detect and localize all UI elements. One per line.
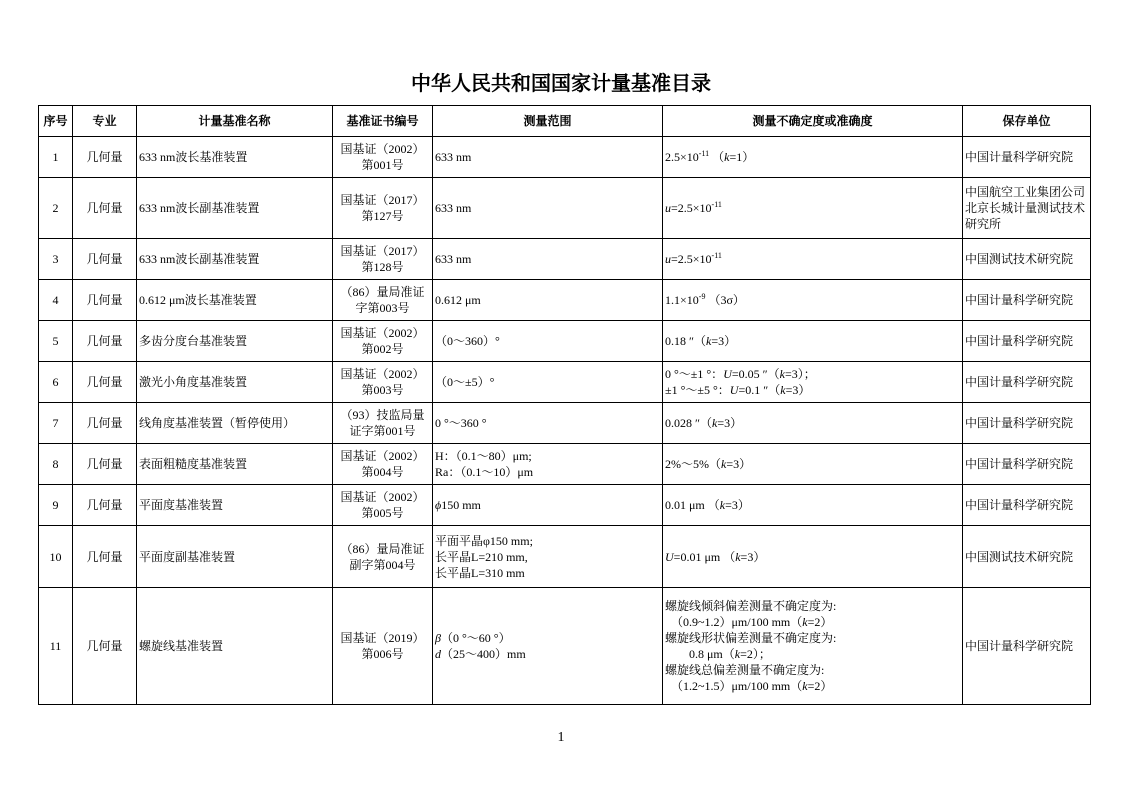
row-uncertainty: U=0.01 μm （k=3） bbox=[663, 526, 963, 588]
row-number: 5 bbox=[39, 321, 73, 362]
row-uncertainty: 2%～5%（k=3） bbox=[663, 444, 963, 485]
row-field: 几何量 bbox=[73, 485, 137, 526]
row-range: H：（0.1～80）μm; Ra：（0.1～10）μm bbox=[433, 444, 663, 485]
row-range: β（0 °～60 °） d（25～400）mm bbox=[433, 588, 663, 705]
row-uncertainty: $u=2.5\times 10^{-11}$ bbox=[663, 239, 963, 280]
row-organization: 中国计量科学研究院 bbox=[963, 444, 1091, 485]
table-row bbox=[39, 588, 1091, 705]
row-uncertainty: 螺旋线倾斜偏差测量不确定度为: （0.9~1.2）μm/100 mm（k=2） 螺旋线形状偏差测量不确定度为: 0.8 μm（k=2）； 螺旋线总偏差测量不确定度为: （1.2~1.5）μm/100 mm（k=2） bbox=[663, 588, 963, 705]
row-certificate: 国基证（2002） 第005号 bbox=[333, 485, 433, 526]
header-name: 计量基准名称 bbox=[137, 106, 333, 137]
header-field: 专业 bbox=[73, 106, 137, 137]
row-range: 平面平晶φ150 mm; 长平晶L=210 mm, 长平晶L=310 mm bbox=[433, 526, 663, 588]
row-number: 10 bbox=[39, 526, 73, 588]
row-uncertainty: $2.5\times 10^{-11}$ （k=1） bbox=[663, 137, 963, 178]
table-row bbox=[39, 280, 1091, 321]
row-certificate: 国基证（2002） 第001号 bbox=[333, 137, 433, 178]
row-range: ϕ150 mm bbox=[433, 485, 663, 526]
standards-table bbox=[38, 105, 1091, 705]
header-org: 保存单位 bbox=[963, 106, 1091, 137]
row-field: 几何量 bbox=[73, 403, 137, 444]
row-organization: 中国计量科学研究院 bbox=[963, 280, 1091, 321]
table-row bbox=[39, 444, 1091, 485]
header-no: 序号 bbox=[39, 106, 73, 137]
row-standard-name: 激光小角度基准装置 bbox=[137, 362, 333, 403]
table-row bbox=[39, 321, 1091, 362]
row-field: 几何量 bbox=[73, 362, 137, 403]
row-standard-name: 螺旋线基准装置 bbox=[137, 588, 333, 705]
header-cert: 基准证书编号 bbox=[333, 106, 433, 137]
row-certificate: 国基证（2019） 第006号 bbox=[333, 588, 433, 705]
row-field: 几何量 bbox=[73, 444, 137, 485]
row-standard-name: 多齿分度台基准装置 bbox=[137, 321, 333, 362]
header-range: 测量范围 bbox=[433, 106, 663, 137]
row-range: 633 nm bbox=[433, 137, 663, 178]
row-uncertainty: 0.18 ″（k=3） bbox=[663, 321, 963, 362]
page-number: 1 bbox=[557, 730, 565, 745]
row-range: （0～±5）° bbox=[433, 362, 663, 403]
row-organization: 中国计量科学研究院 bbox=[963, 137, 1091, 178]
row-field: 几何量 bbox=[73, 321, 137, 362]
row-certificate: （93）技监局量 证字第001号 bbox=[333, 403, 433, 444]
row-certificate: 国基证（2017） 第127号 bbox=[333, 178, 433, 239]
table-row bbox=[39, 137, 1091, 178]
row-number: 2 bbox=[39, 178, 73, 239]
row-uncertainty: 0 °～±1 °：U=0.05 ″（k=3）； ±1 °～±5 °：U=0.1 ″（k=3） bbox=[663, 362, 963, 403]
row-field: 几何量 bbox=[73, 588, 137, 705]
row-organization: 中国测试技术研究院 bbox=[963, 526, 1091, 588]
row-range: 633 nm bbox=[433, 239, 663, 280]
row-field: 几何量 bbox=[73, 137, 137, 178]
row-number: 7 bbox=[39, 403, 73, 444]
row-number: 6 bbox=[39, 362, 73, 403]
row-number: 1 bbox=[39, 137, 73, 178]
row-uncertainty: $u=2.5\times 10^{-11}$ bbox=[663, 178, 963, 239]
table-row bbox=[39, 362, 1091, 403]
table-header-row bbox=[39, 106, 1091, 137]
row-field: 几何量 bbox=[73, 178, 137, 239]
row-certificate: （86）量局准证 副字第004号 bbox=[333, 526, 433, 588]
row-organization: 中国测试技术研究院 bbox=[963, 239, 1091, 280]
row-field: 几何量 bbox=[73, 239, 137, 280]
row-range: 0.612 μm bbox=[433, 280, 663, 321]
row-standard-name: 633 nm波长基准装置 bbox=[137, 137, 333, 178]
row-standard-name: 平面度副基准装置 bbox=[137, 526, 333, 588]
table-row bbox=[39, 485, 1091, 526]
row-certificate: 国基证（2002） 第002号 bbox=[333, 321, 433, 362]
row-number: 8 bbox=[39, 444, 73, 485]
row-uncertainty: 0.01 μm （k=3） bbox=[663, 485, 963, 526]
row-organization: 中国计量科学研究院 bbox=[963, 403, 1091, 444]
row-certificate: 国基证（2017） 第128号 bbox=[333, 239, 433, 280]
table-row bbox=[39, 526, 1091, 588]
row-standard-name: 633 nm波长副基准装置 bbox=[137, 178, 333, 239]
page-title: 中华人民共和国国家计量基准目录 bbox=[411, 71, 711, 95]
row-standard-name: 线角度基准装置（暂停使用） bbox=[137, 403, 333, 444]
row-standard-name: 0.612 μm波长基准装置 bbox=[137, 280, 333, 321]
table-row bbox=[39, 403, 1091, 444]
row-range: （0～360）° bbox=[433, 321, 663, 362]
row-organization: 中国计量科学研究院 bbox=[963, 485, 1091, 526]
row-standard-name: 633 nm波长副基准装置 bbox=[137, 239, 333, 280]
row-organization: 中国计量科学研究院 bbox=[963, 588, 1091, 705]
row-organization: 中国计量科学研究院 bbox=[963, 362, 1091, 403]
row-certificate: 国基证（2002） 第003号 bbox=[333, 362, 433, 403]
row-organization: 中国航空工业集团公司北京长城计量测试技术研究所 bbox=[963, 178, 1091, 239]
row-number: 11 bbox=[39, 588, 73, 705]
row-range: 633 nm bbox=[433, 178, 663, 239]
row-certificate: 国基证（2002） 第004号 bbox=[333, 444, 433, 485]
row-field: 几何量 bbox=[73, 526, 137, 588]
row-field: 几何量 bbox=[73, 280, 137, 321]
row-standard-name: 平面度基准装置 bbox=[137, 485, 333, 526]
row-number: 3 bbox=[39, 239, 73, 280]
row-number: 4 bbox=[39, 280, 73, 321]
row-organization: 中国计量科学研究院 bbox=[963, 321, 1091, 362]
row-range: 0 °～360 ° bbox=[433, 403, 663, 444]
row-number: 9 bbox=[39, 485, 73, 526]
row-standard-name: 表面粗糙度基准装置 bbox=[137, 444, 333, 485]
table-row bbox=[39, 178, 1091, 239]
row-uncertainty: $1.1\times 10^{-9}$ （3σ） bbox=[663, 280, 963, 321]
row-uncertainty: 0.028 ″（k=3） bbox=[663, 403, 963, 444]
row-certificate: （86）量局准证 字第003号 bbox=[333, 280, 433, 321]
table-row bbox=[39, 239, 1091, 280]
header-uncertainty: 测量不确定度或准确度 bbox=[663, 106, 963, 137]
